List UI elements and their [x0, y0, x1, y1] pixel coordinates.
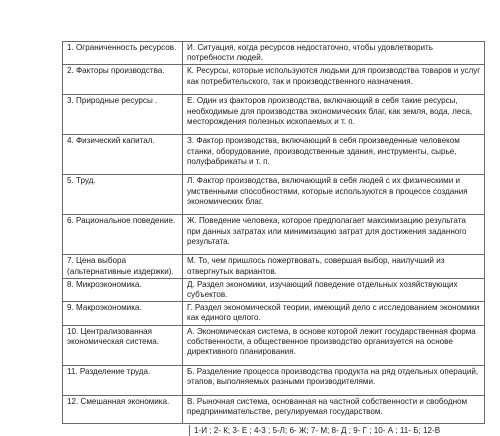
definition-cell: Л. Фактор производства, включающий в себя людей с их физическими и умственными способностями, которые используются в процессе создания экономических благ. — [183, 175, 485, 215]
definition-cell: Б. Разделение процесса производства продукта на ряд отдельных операций, этапов, выполняемых разными производителями. — [183, 365, 485, 395]
term-cell: 1. Ограниченность ресурсов. — [63, 42, 183, 65]
definition-cell: З. Фактор производства, включающий в себя произведенные человеком станки, оборудование, производственные здания, инструменты, сырье, полуфабрикаты и т. п. — [183, 135, 485, 175]
table-row — [63, 395, 485, 423]
term-cell: 5. Труд. — [63, 175, 183, 215]
definition-cell: Д. Раздел экономики, изучающий поведение отдельных хозяйствующих субъектов. — [183, 278, 485, 301]
answer-key: 1-И ; 2- К; 3- Е ; 4-3 ; 5-Л; 6- Ж; 7- М; 8- Д ; 9- Г ; 10- А ; 11- Б; 12-В — [189, 425, 477, 436]
definition-cell: Е. Один из факторов производства, включающий в себя такие ресурсы, необходимые для производства экономических благ, как земля, вода, леса, месторождения полезных ископаемых и т. п. — [183, 95, 485, 135]
definition-cell: Ж. Поведение человека, которое предполагает максимизацию результата при данных затратах или минимизацию затрат для достижения заданного результата. — [183, 215, 485, 255]
table-row — [63, 215, 485, 255]
table-row — [63, 255, 485, 278]
table-row — [63, 65, 485, 95]
definition-cell: Г. Раздел экономической теории, имеющий дело с исследованием экономики как единого целого. — [183, 302, 485, 325]
definition-cell: М. То, чем пришлось пожертвовать, совершая выбор, наилучший из отвергнутых вариантов. — [183, 255, 485, 278]
definition-cell: А. Экономическая система, в основе которой лежит государственная форма собственности, а общественное производство организуется на основе директивного планирования. — [183, 325, 485, 365]
term-cell: 3. Природные ресурсы . — [63, 95, 183, 135]
term-cell: 8. Микроэкономика. — [63, 278, 183, 301]
term-cell: 12. Смешанная экономика. — [63, 395, 183, 423]
definition-cell: К. Ресурсы, которые используются людьми для производства товаров и услуг как потребительского, так и производственного назначения. — [183, 65, 485, 95]
terms-table — [62, 41, 485, 424]
table-row — [63, 278, 485, 301]
definition-cell: И. Ситуация, когда ресурсов недостаточно, чтобы удовлетворить потребности людей. — [183, 42, 485, 65]
term-cell: 2. Факторы производства. — [63, 65, 183, 95]
table-row — [63, 302, 485, 325]
table-row — [63, 175, 485, 215]
term-cell: 11. Разделение труда. — [63, 365, 183, 395]
term-cell: 7. Цена выбора (альтернативные издержки). — [63, 255, 183, 278]
definition-cell: В. Рыночная система, основанная на частной собственности и свободном предпринимательстве, регулируемая государством. — [183, 395, 485, 423]
terms-table-body — [63, 42, 485, 424]
table-row — [63, 42, 485, 65]
table-row — [63, 365, 485, 395]
table-row — [63, 95, 485, 135]
term-cell: 9. Макроэкономика. — [63, 302, 183, 325]
term-cell: 4. Физический капитал. — [63, 135, 183, 175]
table-row — [63, 325, 485, 365]
term-cell: 6. Рациональное поведение. — [63, 215, 183, 255]
term-cell: 10. Централизованная экономическая система. — [63, 325, 183, 365]
document — [62, 41, 481, 436]
table-row — [63, 135, 485, 175]
